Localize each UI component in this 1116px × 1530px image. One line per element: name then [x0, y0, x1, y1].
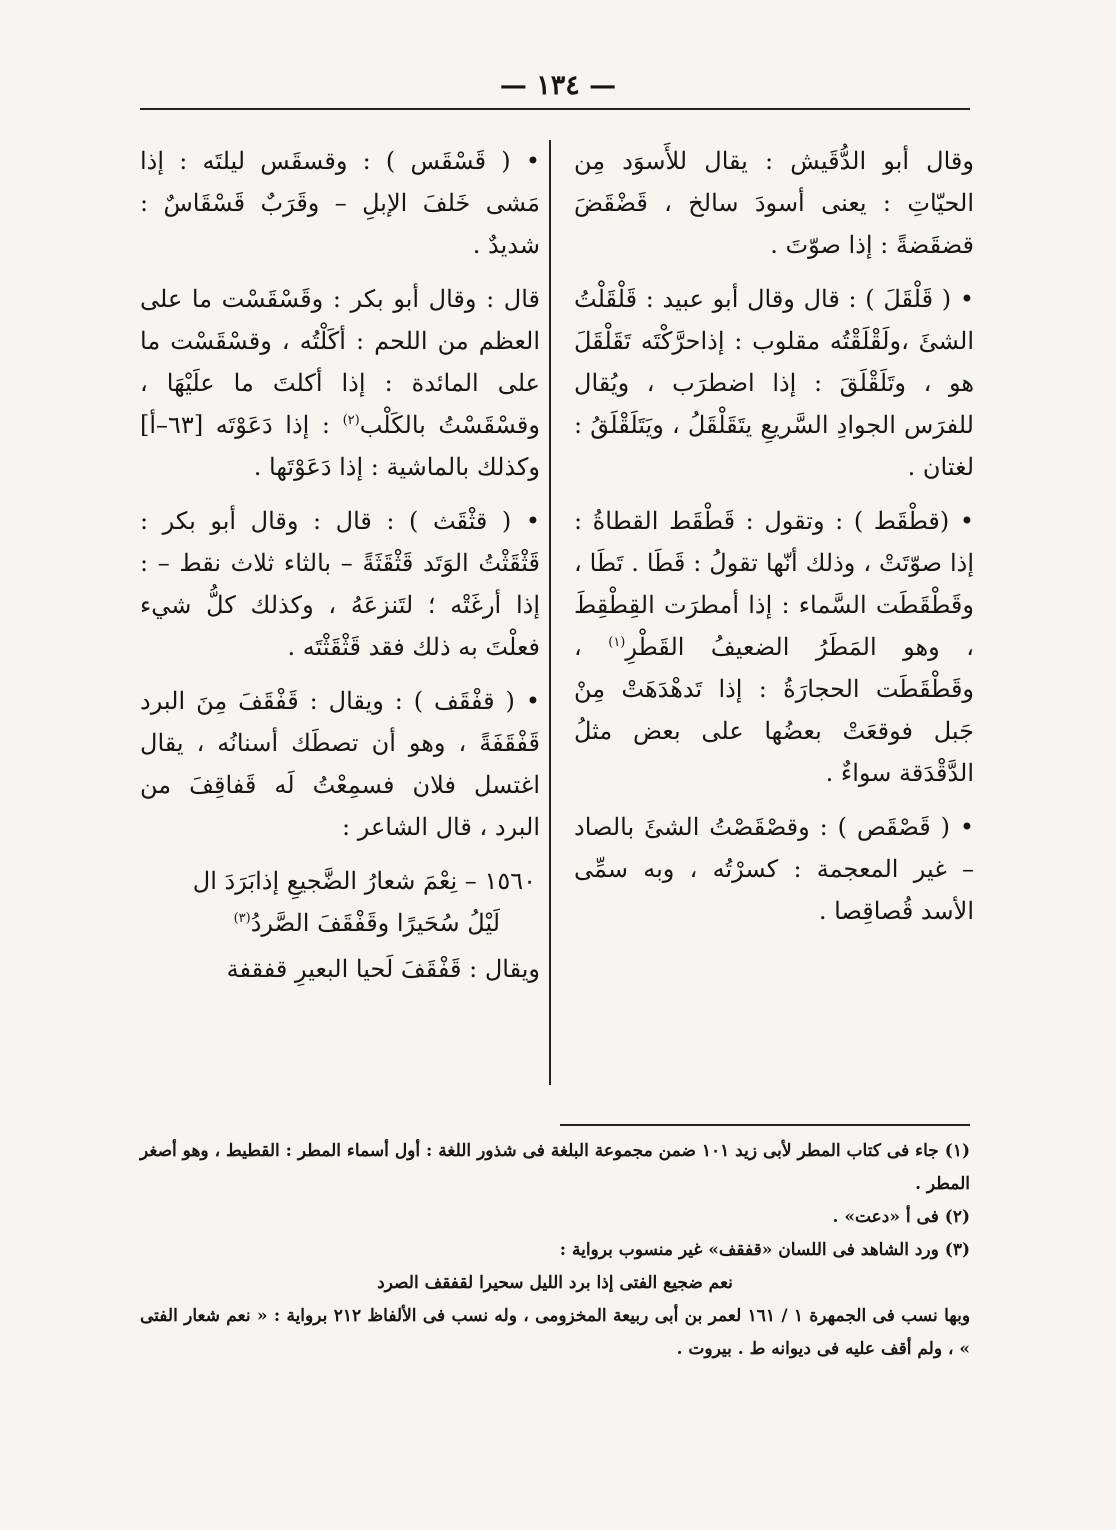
- page-number: — ١٣٤ —: [499, 70, 617, 101]
- paragraph-text: • ( قَلْقَلَ ) : قال وقال أبو عبيد : قَلْقَلْتُ الشئَ ،ولَقْلَقْتُه مقلوب : إذاحرَّكْتَه تَقَلْقَلَ هو ، وتَلَقْلَقَ : إذا اضطرَب ، ويُقال للفرَس الجوادِ السَّريعِ يتَقَلْقَلُ ، ويَتَلَقْلَقُ : لغتان .: [574, 285, 974, 481]
- paragraph-text: وقال أبو الدُّقَيش : يقال للأَسوَد مِن الحيّاتِ : يعنى أسودَ سالخ ، قَضْقَضَ قضقَضةً : إذا صوّتَ .: [574, 147, 974, 259]
- right-column: [574, 140, 974, 944]
- paragraph-qafqaf-continued: [140, 948, 540, 990]
- footnote-marker: (٢): [342, 413, 360, 428]
- paragraph-qasqas: [140, 140, 540, 266]
- left-column: [140, 140, 540, 1002]
- paragraph-text: • ( قَصْقَص ) : وقصْقَصْتُ الشئَ بالصاد – غير المعجمة : كسرْتُه ، وبه سمِّى الأسد قُصاقِصا .: [574, 813, 974, 925]
- footnote-3-continued: وبها نسب فى الجمهرة ١ / ١٦١ لعمر بن أبى ربيعة المخزومى ، وله نسب فى الألفاظ ٢١٢ برواية : « نعم شعار الفتى » ، ولم أقف عليه فى ديوانه ط . بيروت .: [140, 1306, 971, 1359]
- paragraph-text: • (قطْقَط ) : وتقول : قَطْقَط القطاةُ : إذا صوّتَتْ ، وذلك أنّها تقولُ : قَطَا . تَطَا ، وقَطْقَطَت السَّماء : إذا أمطرَت القِطْقِطَ ، وهو المَطَرُ الضعيفُ القَطْرِ: [574, 507, 974, 661]
- paragraph-qadqad: [574, 140, 974, 266]
- paragraph-qasqas-sad: [574, 806, 974, 932]
- footnote-rule: [560, 1124, 970, 1126]
- footnote-marker: (١): [608, 635, 626, 650]
- paragraph-text: • ( قَسْقَس ) : وقسقَس ليلتَه : إذا مَشى خَلفَ الإبلِ – وقَرَبٌ قَسْقَاسٌ : شديدٌ .: [140, 147, 540, 259]
- paragraph-qathqath: [140, 500, 540, 668]
- footnotes: [140, 1135, 970, 1366]
- paragraph-text: ، وقَطْقَطَت الحجارَةُ : إذا تَدهْدَهَتْ مِنْ جَبل فوقعَتْ بعضُها على بعض مثلُ الدَّقْدَقة سواءٌ .: [574, 633, 974, 787]
- paragraph-text: • ( قفْقَف ) : ويقال : قَفْقَفَ مِنَ البرد قَفْقَفَةً ، وهو أن تصطَك أسنانُه ، يقال اغتسل فلان فسمِعْتُ لَه قَفاقِفَ من البرد ، قال الشاعر :: [140, 687, 540, 841]
- paragraph-qatqat: [574, 500, 974, 794]
- verse-line-1: ١٥٦٠ – نِعْمَ شعارُ الضَّجيعِ إذابَرَدَ ال: [192, 867, 536, 895]
- footnote-3: (٣) ورد الشاهد فى اللسان «قفقف» غير منسوب برواية :: [559, 1240, 970, 1260]
- footnote-1: (١) جاء فى كتاب المطر لأبى زيد ١٠١ ضمن مجموعة البلغة فى شذور اللغة : أول أسماء المطر : القطيط ، وهو أصغر المطر .: [140, 1141, 970, 1194]
- paragraph-text: ويقال : قَفْقَفَ لَحيا البعيرِ قفقفة: [226, 955, 540, 983]
- column-divider: [549, 140, 551, 1085]
- paragraph-text: قال : وقال أبو بكر : وقَسْقَسْت ما على العظم من اللحم : أكَلْتُه ، وقسْقَسْت ما على المائدة : إذا أكلتَ ما علَيْهَا ، وقسْقَسْتُ بالكَلْب: [140, 285, 540, 439]
- paragraph-abu-bakr: [140, 278, 540, 488]
- verse: [140, 860, 540, 944]
- header-rule: [140, 108, 970, 110]
- paragraph-text: : إذا دَعَوْتَه [٦٣–أ] وكذلك بالماشية : إذا دَعَوْتَها .: [140, 411, 540, 481]
- paragraph-qalqal: [574, 278, 974, 488]
- verse-line-2: لَيْلُ سُحَيرًا وقَفْقَفَ الصَّردُ: [250, 909, 500, 937]
- paragraph-text: • ( قثْقَث ) : قال : وقال أبو بكر : قَثْقَثْتُ الوَتَد قَثْقَثَةً – بالثاء ثلاث نقط – : إذا أرغَتْه ؛ لتَنزعَهُ ، وكذلك كلُّ شيء فعلْتَ به ذلك فقد قَثْقَثْتَه .: [140, 507, 540, 661]
- footnote-marker: (٣): [233, 911, 251, 926]
- footnote-2: (٢) فى أ «دعت» .: [832, 1207, 970, 1227]
- footnote-3-verse: نعم ضجيع الفتى إذا برد الليل سحيرا لقفقف الصرد: [377, 1273, 733, 1293]
- paragraph-qafqaf: [140, 680, 540, 848]
